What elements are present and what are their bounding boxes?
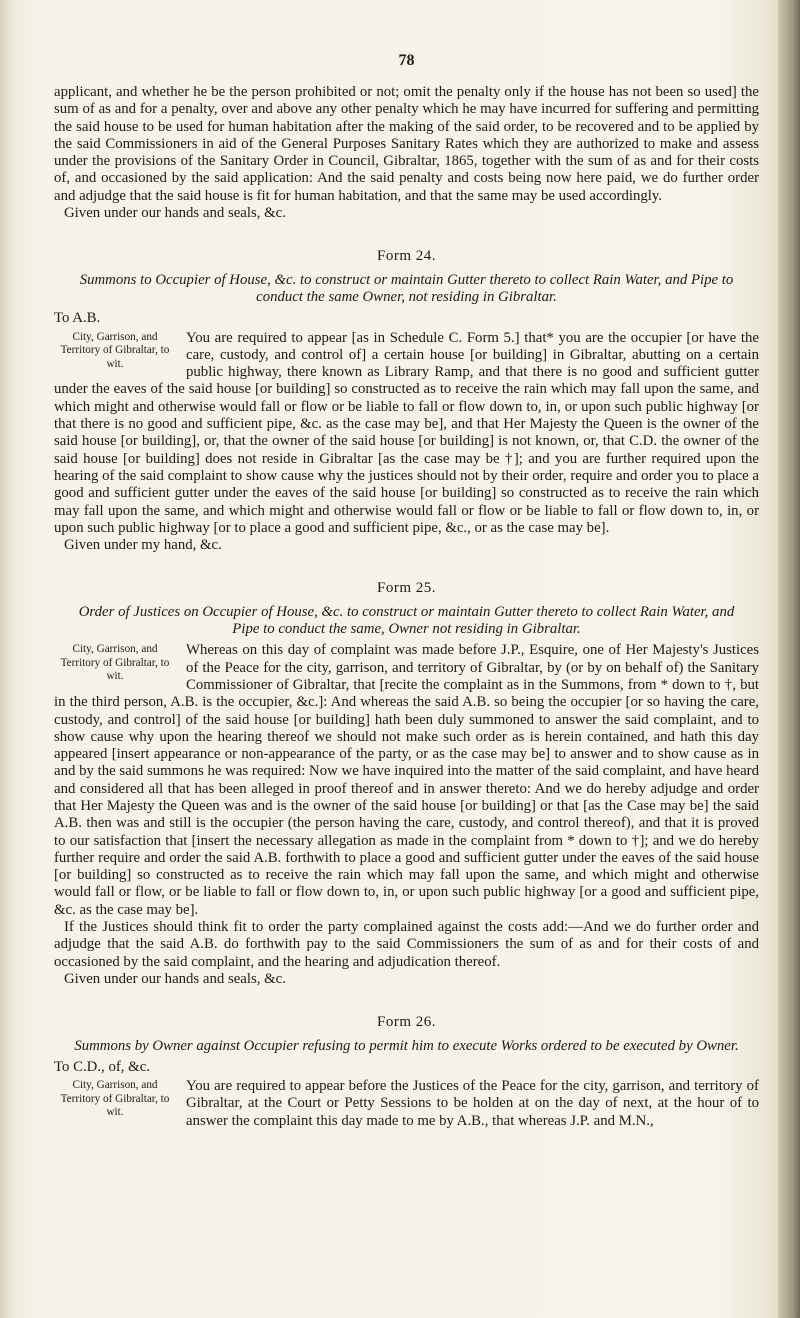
page-right-edge: [778, 0, 800, 1318]
opening-signoff: Given under our hands and seals, &c.: [64, 205, 286, 222]
form-24-addressee: To A.B.: [54, 310, 101, 327]
form-26-title: Summons by Owner against Occupier refusing to permit him to execute Works ordered to be executed by Owner.: [74, 1037, 739, 1054]
form-25-closing: Given under our hands and seals, &c.: [64, 970, 286, 987]
opening-paragraph: applicant, and whether he be the person prohibited or not; omit the penalty only if the house has not been so used] the sum of as and for a penalty, over and above any other penalty which he may have incurred for suffering and permitting the said house to be used for human habitation after the making of the said order, to be recovered and to be applied by the said Commissioners in aid of the General Purposes Sanitary Rates which they are authorized to make and assess under the provisions of the Sanitary Order in Council, Gibraltar, 1865, together with the sum of as and for their costs of, and occasioned by the said application: And the said penalty and costs being now here paid, we do further order and adjudge that the said house is fit for human habitation, and that the same may be used accordingly.: [54, 84, 759, 204]
form-24-body-block: [54, 330, 759, 538]
form-24-body: You are required to appear [as in Schedule C. Form 5.] that* you are the occupier [or have the care, custody, and control of] a certain house [or building] in Gibraltar, abutting on a certain public highway, there known as Library Ramp, and that there is no good and sufficient gutter under the eaves of the said house [or building] so constructed as to receive the rain which may fall upon the same, and which might and otherwise would fall or flow or be liable to fall or flow down to, in, or upon such public highway [or that there is no good and sufficient pipe, &c. as the case may be], and that Her Majesty the Queen is the owner of the said house [or building], or, that the owner of the said house [or building] is not known, or, that C.D. the owner of the said house [or building] does not reside in Gibraltar [as the case may be †]; and you are further required upon the hearing of the said complaint to show cause why the justices should not by their order, require and order you to place a good and sufficient gutter under the eaves of the said house [or building] so constructed as to receive the rain which may fall upon the same, and which might and otherwise would fall or flow or be liable to fall or flow down to, in, or upon such public highway [or to place a good and sufficient pipe, &c., or as the case may be].: [54, 329, 759, 536]
form-25-body-block: [54, 642, 759, 919]
form-26-margin-note: City, Garrison, and Territory of Gibraltar, to wit.: [60, 1079, 170, 1119]
form-26-heading: Form 26.: [376, 1014, 436, 1031]
form-25-body: Whereas on this day of complaint was made before J.P., Esquire, one of Her Majesty's Justices of the Peace for the city, garrison, and territory of Gibraltar, by (or by on behalf of) the Sanitary Commissioner of Gibraltar, that [recite the complaint as in the Summons, from * down to †, but in the third person, A.B. is the occupier, &c.]: And whereas the said A.B. so being the occupier [or so having the care, custody, and control] of the said house [or building] hath been duly summoned to answer the said complaint, and to show cause why upon the hearing thereof we should not make such order as is herein contained, and hath this day appeared [insert appearance or non-appearance of the party, or as the case may be] to answer and to show cause as in and by the said summons he was required: Now we have inquired into the matter of the said complaint, and have heard and considered all that has been alleged in proof thereof and in answer thereto: And we do hereby adjudge and order that Her Majesty the Queen was and is the owner of the said house [or building] or that [as the Case may be] the said A.B. then was and still is the occupier (the person having the care, custody, and control thereof), and that it is proved to our satisfaction that [insert the necessary allegation as made in the complaint from * down to †]; and we do hereby further require and order the said A.B. forthwith to place a good and sufficient gutter under the eaves of the said house [or building] so constructed as to receive the rain which may fall upon the same, and which might and otherwise would fall or flow, or be liable to fall or flow down to, in, or upon such public highway [or a good and sufficient pipe, &c. as the case may be].: [54, 642, 759, 918]
form-26-body-block: [54, 1078, 759, 1130]
form-24-heading: Form 24.: [376, 248, 436, 265]
form-25-title: Order of Justices on Occupier of House, &c. to construct or maintain Gutter thereto to collect Rain Water, and Pipe to conduct the same, Owner not residing in Gibraltar.: [78, 603, 735, 638]
form-26-addressee: To C.D., of, &c.: [54, 1058, 150, 1075]
document-content: [54, 0, 759, 1130]
form-24-closing: Given under my hand, &c.: [64, 537, 222, 554]
form-24-title: Summons to Occupier of House, &c. to construct or maintain Gutter thereto to collect Rain Water, and Pipe to conduct the same Owner, not residing in Gibraltar.: [79, 271, 734, 305]
form-25-heading: Form 25.: [376, 580, 436, 597]
form-25-margin-note: City, Garrison, and Territory of Gibraltar, to wit.: [60, 643, 170, 683]
form-26-body: You are required to appear before the Justices of the Peace for the city, garrison, and territory of Gibraltar, at the Court or Petty Sessions to be holden at on the day of next, at the hour of to answer the complaint this day made to me by A.B., that whereas J.P. and M.N.,: [186, 1078, 759, 1129]
page-left-shadow: [0, 0, 14, 1318]
form-25-costs: If the Justices should think fit to order the party complained against the costs add:—And we do further order and adjudge that the said A.B. do forthwith pay to the said Commissioners the sum of as and for their costs of and occasioned by the said complaint, and the hearing and adjudication thereof.: [54, 919, 759, 970]
form-24-margin-note: City, Garrison, and Territory of Gibraltar, to wit.: [60, 330, 170, 370]
page-number: 78: [398, 52, 415, 69]
